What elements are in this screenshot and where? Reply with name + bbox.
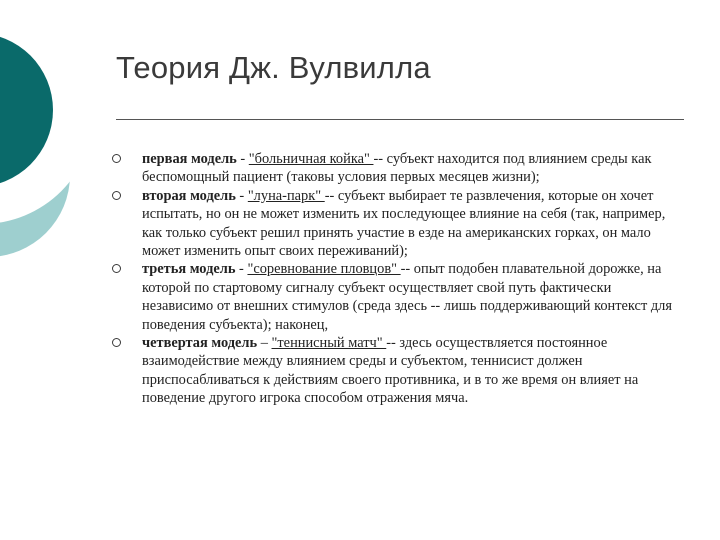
circle-bullet-icon (112, 264, 121, 273)
circle-bullet-icon (112, 338, 121, 347)
model-quote: "больничная койка" (248, 151, 374, 167)
model-description: -- субъект выбирает те развлечения, которые он хочет испытать, но он не может изменить их последующее влияние на себя (так, например, как только субъект решил принять участие в езде на американских горках, он мало может изменить опыт своих переживаний); (142, 187, 666, 260)
model-quote: "соревнование пловцов" (247, 261, 401, 278)
item-dash: - (235, 261, 248, 278)
model-name: третья модель (142, 261, 236, 278)
decorative-circles (0, 0, 120, 300)
circles-graphic (0, 0, 120, 300)
item-dash: – (257, 335, 272, 352)
circle-bullet-icon (112, 191, 121, 200)
model-list (112, 150, 684, 408)
model-quote: "луна-парк" (247, 187, 325, 204)
title-divider (116, 119, 684, 120)
model-description: -- опыт подобен плавательной дорожке, на которой по стартовому сигналу субъект осуществляет свой путь фактически независимо от внешних стимулов (среда здесь -- лишь поддерживающий контекст для поведения субъекта); наконец, (142, 261, 672, 333)
item-dash: - (235, 187, 248, 204)
list-item (112, 260, 684, 334)
list-item (112, 150, 684, 187)
slide-title: Теория Дж. Вулвилла (116, 50, 431, 85)
model-quote: "теннисный матч" (271, 335, 387, 352)
model-description: -- субъект находится под влиянием среды как беспомощный пациент (таковы условия первых месяцев жизни); (142, 151, 652, 186)
model-name: первая модель (142, 151, 237, 167)
list-item (112, 334, 684, 408)
model-name: вторая модель (142, 187, 236, 204)
model-description: -- здесь осуществляется постоянное взаимодействие между влиянием среды и субъектом, теннисист должен приспосабливаться к действиям своего противника, и в то же время он влияет на поведение другого игрока способом отражения мяча. (142, 335, 639, 407)
list-item (112, 187, 684, 261)
item-dash: - (236, 151, 249, 167)
circle-bullet-icon (112, 154, 121, 163)
model-name: четвертая модель (142, 335, 258, 352)
